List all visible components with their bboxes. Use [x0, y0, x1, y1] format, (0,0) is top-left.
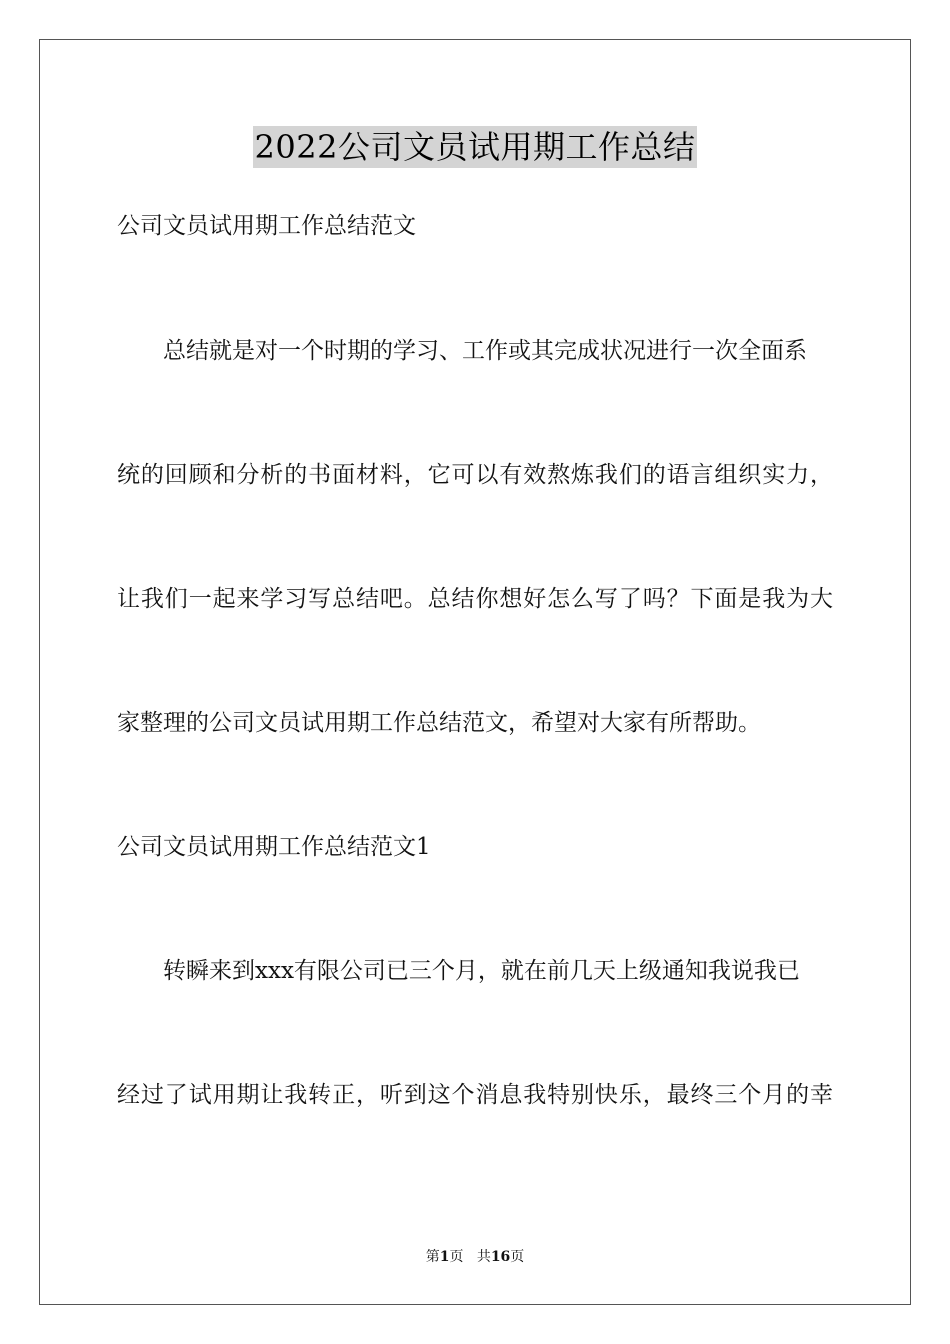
page-footer	[0, 1248, 950, 1266]
total-prefix: 共	[476, 1249, 491, 1265]
paragraph-line: 统的回顾和分析的书面材料，它可以有效熬炼我们的语言组织实力，	[117, 462, 833, 488]
subtitle-line: 公司文员试用期工作总结范文	[117, 213, 416, 239]
document-title: 2022公司文员试用期工作总结	[254, 128, 696, 166]
paragraph-line: 家整理的公司文员试用期工作总结范文，希望对大家有所帮助。	[117, 710, 761, 736]
page-prefix: 第	[425, 1249, 440, 1265]
total-suffix: 页	[510, 1249, 525, 1265]
page-suffix: 页	[449, 1249, 464, 1265]
paragraph-line: 总结就是对一个时期的学习、工作或其完成状况进行一次全面系	[163, 338, 807, 364]
paragraph-line: 经过了试用期让我转正，听到这个消息我特别快乐，最终三个月的幸	[117, 1082, 833, 1108]
total-pages: 16	[490, 1249, 511, 1265]
section-heading: 公司文员试用期工作总结范文1	[117, 834, 431, 860]
paragraph-line: 让我们一起来学习写总结吧。总结你想好怎么写了吗？下面是我为大	[117, 586, 833, 612]
paragraph-line: 转瞬来到xxx有限公司已三个月，就在前几天上级通知我说我已	[163, 958, 800, 984]
title-container	[0, 126, 950, 168]
page-number: 1	[439, 1249, 450, 1265]
